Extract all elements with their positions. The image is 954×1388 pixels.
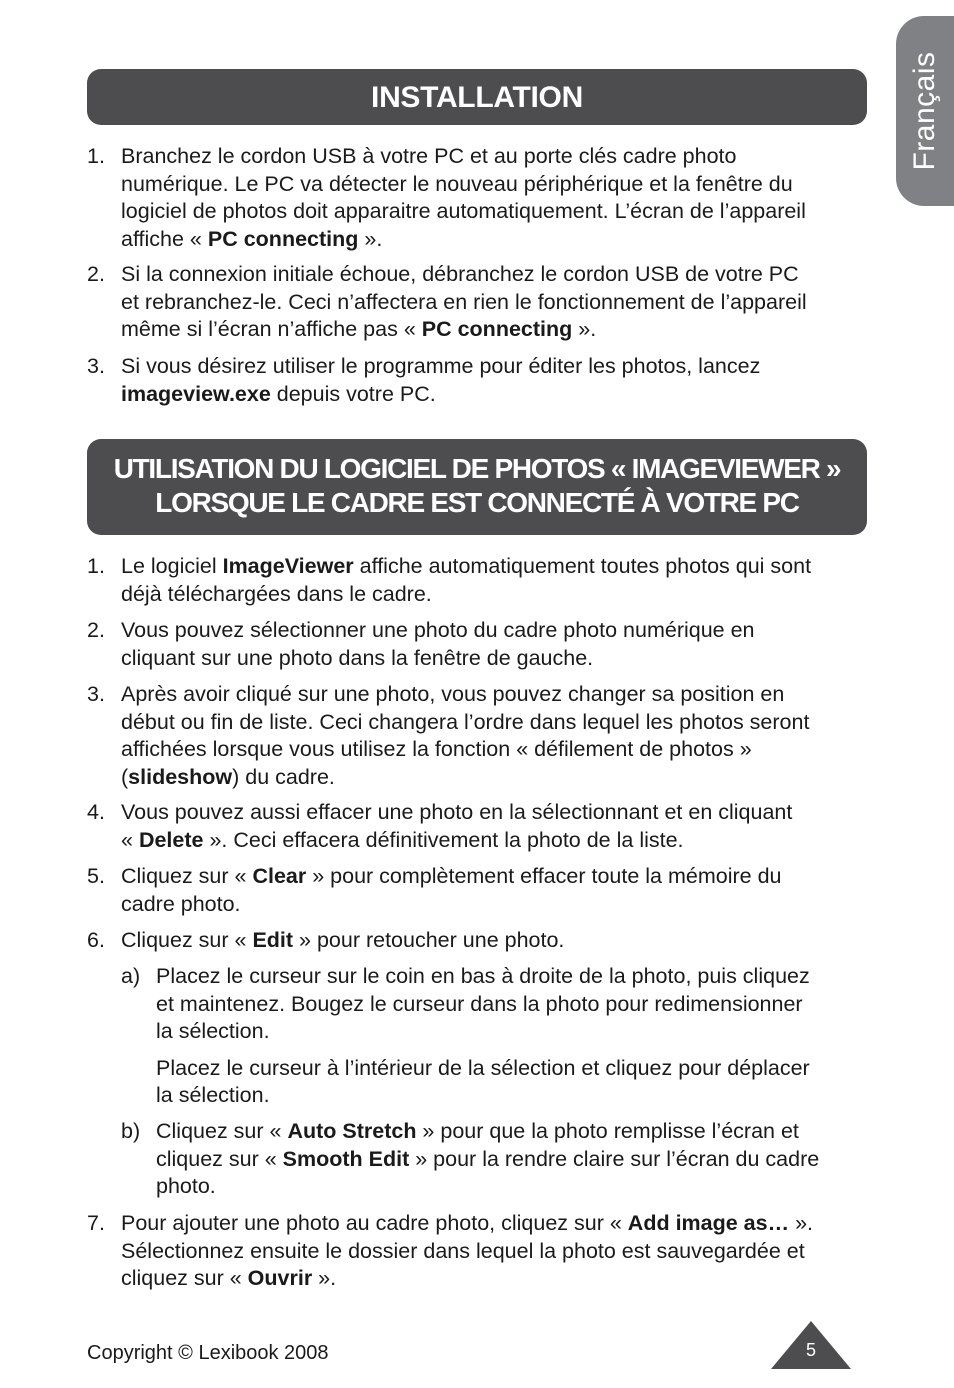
item-number: 7. <box>87 1211 105 1235</box>
item-number: 1. <box>87 144 105 168</box>
text-line: la sélection. <box>156 1083 270 1107</box>
item-text <box>121 681 877 791</box>
text-line: Sélectionnez ensuite le dossier dans lequel la photo est sauvegardée et <box>121 1238 805 1263</box>
item-number: 2. <box>87 262 105 286</box>
text-line: Placez le curseur à l’intérieur de la sélection et cliquez pour déplacer <box>156 1055 810 1080</box>
item-number: 2. <box>87 618 105 642</box>
item-number: 6. <box>87 928 105 952</box>
item-number: 4. <box>87 800 105 824</box>
text-line: numérique. Le PC va détecter le nouveau périphérique et la fenêtre du <box>121 171 793 196</box>
text-line: et maintenez. Bougez le curseur dans la photo pour redimensionner <box>156 991 803 1016</box>
text-line: même si l’écran n’affiche pas « PC connecting ». <box>121 317 597 341</box>
text-line: Pour ajouter une photo au cadre photo, cliquez sur « Add image as… ». <box>121 1211 813 1235</box>
text-line: photo. <box>156 1174 216 1198</box>
sub-item-label: a) <box>121 964 141 988</box>
text-line: déjà téléchargées dans le cadre. <box>121 581 432 606</box>
item-number: 3. <box>87 354 105 378</box>
item-text <box>121 1210 877 1293</box>
item-text <box>121 799 877 854</box>
text-line: Cliquez sur « Edit » pour retoucher une photo. <box>121 928 565 952</box>
text-line: imageview.exe depuis votre PC. <box>121 381 436 406</box>
text-line: Placez le curseur sur le coin en bas à droite de la photo, puis cliquez <box>156 964 810 988</box>
text-line: cadre photo. <box>121 891 241 916</box>
item-text <box>121 927 877 955</box>
text-line: cliquant sur une photo dans la fenêtre de gauche. <box>121 645 594 670</box>
text-line: Vous pouvez aussi effacer une photo en la sélectionnant et en cliquant <box>121 800 793 824</box>
sub-item-label: b) <box>121 1119 141 1143</box>
language-tab <box>896 16 954 206</box>
text-line: logiciel de photos doit apparaitre automatiquement. L’écran de l’appareil <box>121 199 806 223</box>
text-line: Si la connexion initiale échoue, débranchez le cordon USB de votre PC <box>121 262 799 286</box>
copyright-text: Copyright © Lexibook 2008 <box>87 1342 329 1364</box>
text-line: affichées lorsque vous utilisez la fonction « défilement de photos » <box>121 737 752 761</box>
section-title-installation: INSTALLATION <box>87 69 867 125</box>
item-text <box>121 617 877 672</box>
text-line: Si vous désirez utiliser le programme pour éditer les photos, lancez <box>121 354 761 378</box>
item-number: 3. <box>87 682 105 706</box>
item-text <box>121 863 877 918</box>
text-line: affiche « PC connecting ». <box>121 226 383 251</box>
language-label: Français <box>908 51 941 171</box>
item-text <box>121 261 877 344</box>
text-line: Le logiciel ImageViewer affiche automatiquement toutes photos qui sont <box>121 554 812 578</box>
text-line: début ou fin de liste. Ceci changera l’ordre dans lequel les photos seront <box>121 709 810 734</box>
item-number: 5. <box>87 864 105 888</box>
item-text <box>121 353 877 408</box>
text-line: cliquez sur « Ouvrir ». <box>121 1266 337 1290</box>
sub-item-text <box>156 1118 877 1201</box>
page-number: 5 <box>805 1340 816 1360</box>
text-line: (slideshow) du cadre. <box>121 764 335 789</box>
item-number: 1. <box>87 554 105 578</box>
section-title-line: UTILISATION DU LOGICIEL DE PHOTOS « IMAGEVIEWER » <box>113 453 841 484</box>
sub-item-text <box>156 963 877 1110</box>
text-line: Cliquez sur « Auto Stretch » pour que la photo remplisse l’écran et <box>156 1119 799 1143</box>
text-line: Vous pouvez sélectionner une photo du cadre photo numérique en <box>121 618 755 642</box>
text-line: Après avoir cliqué sur une photo, vous pouvez changer sa position en <box>121 682 785 706</box>
text-line: et rebranchez-le. Ceci n’affectera en rien le fonctionnement de l’appareil <box>121 289 807 314</box>
text-line: Branchez le cordon USB à votre PC et au porte clés cadre photo <box>121 144 737 168</box>
text-line: cliquez sur « Smooth Edit » pour la rendre claire sur l’écran du cadre <box>156 1146 820 1171</box>
text-line: Cliquez sur « Clear » pour complètement effacer toute la mémoire du <box>121 864 782 888</box>
section-title-imageviewer <box>87 439 867 535</box>
section-title-line: LORSQUE LE CADRE EST CONNECTÉ À VOTRE PC <box>155 487 799 518</box>
item-text <box>121 553 877 608</box>
text-line: « Delete ». Ceci effacera définitivement la photo de la liste. <box>121 827 684 852</box>
item-text <box>121 143 877 253</box>
text-line: la sélection. <box>156 1019 270 1043</box>
